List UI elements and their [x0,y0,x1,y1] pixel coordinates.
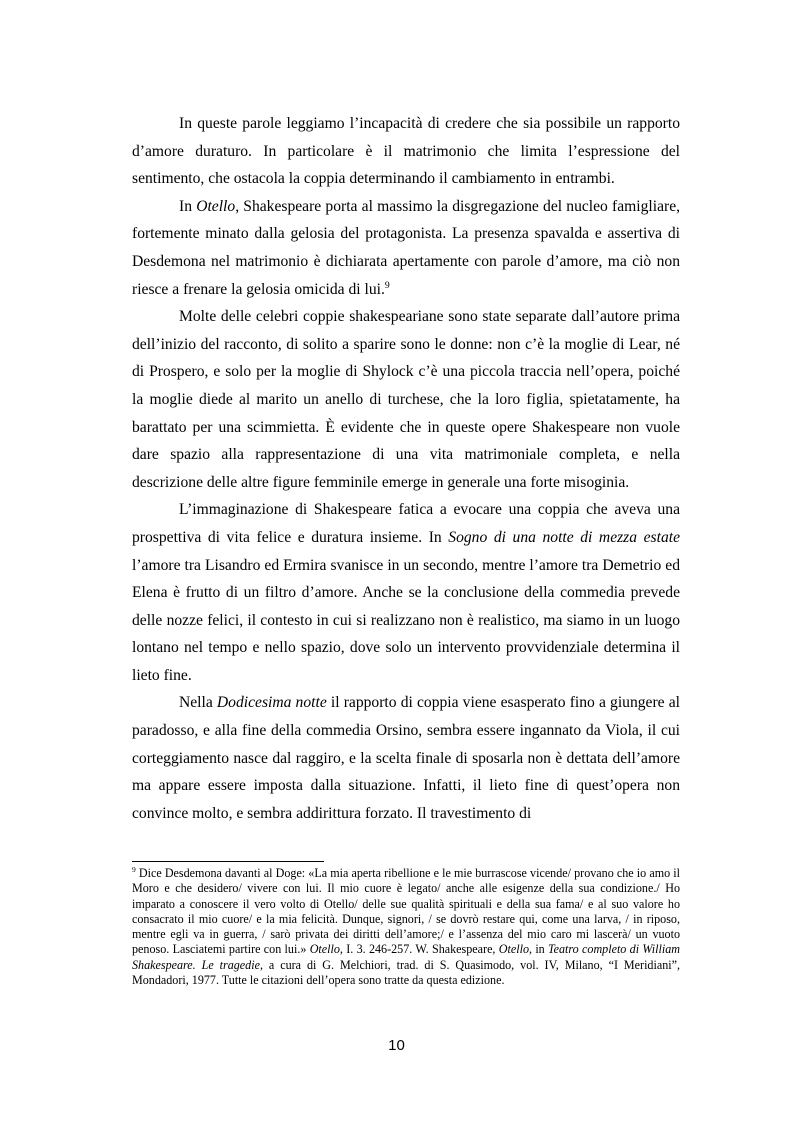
body-text [132,110,680,827]
paragraph-5-text-a: Nella [179,694,217,712]
footnote-collection-title: Teatro completo di William Shakespeare. Le tragedie [132,942,680,972]
paragraph-4 [132,496,680,689]
footnote-9 [132,866,680,988]
footnote-ref-title: Otello [309,942,340,957]
work-title-dodicesima-notte: Dodicesima notte [216,694,327,712]
footnote-separator [132,861,324,862]
paragraph-5 [132,689,680,827]
page-number: 10 [388,1037,405,1054]
footnote-number: 9 [132,864,136,874]
footnote-text-a: Dice Desdemona davanti al Doge: «La mia aperta ribellione e le mie burrascose vicende/ provano che io amo il Moro e che desidero/ vivere con lui. Il mio cuore è legato/ anche alle esigenze della sua condizione./ Ho imparato a conoscere il vero volto di Otello/ delle sue qualità spirituali e della sua fama/ e al suo valore ho consacrato il mio cuore/ e la mia felicità. Dunque, signori, / se dovrò restare qui, come una larva, / in riposo, mentre egli va in guerra, / sarò privata dei diritti dell’amore;/ e l’assenza del mio caro mi lascerà/ un vuoto penoso. Lasciatemi partire con lui.» [132,866,680,957]
footnote-text-d: , a cura di G. Melchiori, trad. di S. Quasimodo, vol. IV, Milano, “I Meridiani”, Mondadori, 1977. Tutte le citazioni dell’opera sono tratte da questa edizione. [132,957,681,988]
work-title-sogno: Sogno di una notte di mezza estate [448,528,680,546]
paragraph-4-text-b: l’amore tra Lisandro ed Ermira svanisce in un secondo, mentre l’amore tra Demetrio ed Elena è frutto di un filtro d’amore. Anche se la conclusione della commedia prevede delle nozze felici, il contesto in cui si realizzano non è realistico, ma siamo in un luogo lontano nel tempo e nello spazio, dove solo un intervento provvidenziale determina il lieto fine. [132,556,680,684]
footnote-reference[interactable]: 9 [384,279,390,291]
footnote-work-title: Otello [498,942,529,957]
paragraph-2-text-b: , Shakespeare porta al massimo la disgregazione del nucleo famigliare, fortemente minato dalla gelosia del protagonista. La presenza spavalda e assertiva di Desdemona nel matrimonio è dichiarata apertamente con parole d’amore, ma ciò non riesce a frenare la gelosia omicida di lui. [132,197,681,298]
paragraph-4-text-a: L’immaginazione di Shakespeare fatica a evocare una coppia che aveva una prospettiva di vita felice e duratura insieme. In [132,501,680,546]
footnote-text-b: , I. 3. 246-257. W. Shakespeare, [339,942,499,957]
paragraph-3-text: Molte delle celebri coppie shakespeariane sono state separate dall’autore prima dell’inizio del racconto, di solito a sparire sono le donne: non c’è la moglie di Lear, né di Prospero, e solo per la moglie di Shylock c’è una piccola traccia nell’opera, poiché la moglie diede al marito un anello di turchese, che la loro figlia, spietatamente, ha barattato per una scimmietta. È evidente che in queste opere Shakespeare non vuole dare spazio alla rappresentazione di una vita matrimoniale completa, e nella descrizione delle altre figure femminile emerge in generale una forte misoginia. [132,308,680,491]
footnote-text-c: , in [529,942,549,957]
paragraph-3 [132,303,680,496]
paragraph-2-text-a: In [179,197,197,215]
paragraph-2 [132,193,680,303]
paragraph-1-text: In queste parole leggiamo l’incapacità di credere che sia possibile un rapporto d’amore duraturo. In particolare è il matrimonio che limita l’espressione del sentimento, che ostacola la coppia determinando il cambiamento in entrambi. [132,115,680,188]
work-title-otello: Otello [196,197,236,215]
paragraph-1 [132,110,680,193]
paragraph-5-text-b: il rapporto di coppia viene esasperato fino a giungere al paradosso, e alla fine della commedia Orsino, sembra essere ingannato da Viola, il cui corteggiamento nasce dal raggiro, e la scelta finale di sposarla non è dettata dell’amore ma appare essere imposta dalla situazione. Infatti, il lieto fine di quest’opera non convince molto, e sembra addirittura forzato. Il travestimento di [132,694,680,822]
